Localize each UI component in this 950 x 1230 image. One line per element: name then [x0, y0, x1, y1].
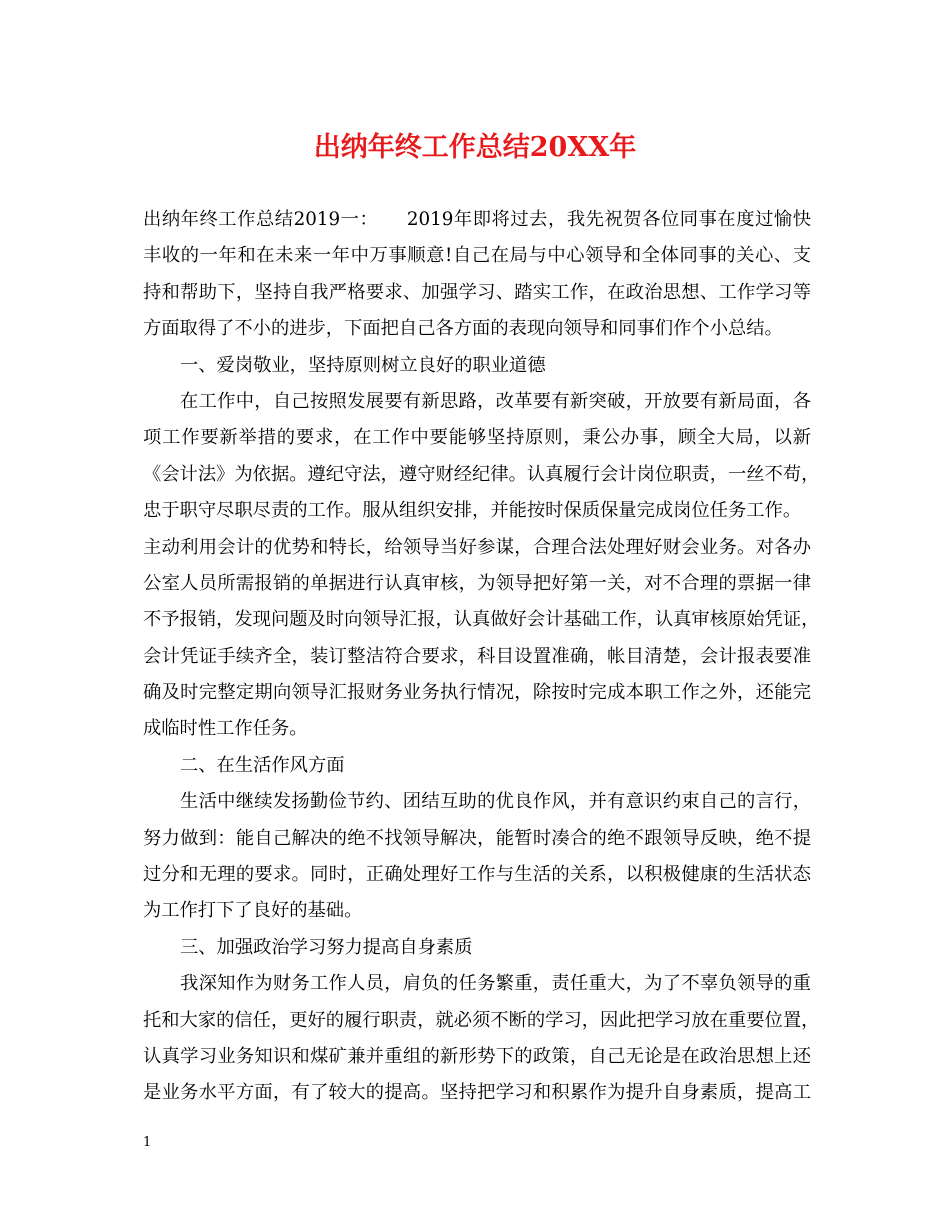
- paragraph-line: 公室人员所需报销的单据进行认真审核，为领导把好第一关，对不合理的票据一律: [143, 572, 811, 594]
- paragraph-line: 确及时完整定期向领导汇报财务业务执行情况，除按时完成本职工作之外，还能完: [143, 682, 811, 704]
- paragraph-line: 不予报销，发现问题及时向领导汇报，认真做好会计基础工作，认真审核原始凭证，: [143, 609, 820, 631]
- paragraph-line: 托和大家的信任，更好的履行职责，就必须不断的学习，因此把学习放在重要位置，: [143, 1009, 820, 1031]
- section-heading: 一、爱岗敬业，坚持原则树立良好的职业道德: [180, 354, 546, 376]
- paragraph-line: 在工作中，自己按照发展要有新思路，改革要有新突破，开放要有新局面，各: [180, 390, 811, 412]
- paragraph-line: 《会计法》为依据。遵纪守法，遵守财经纪律。认真履行会计岗位职责，一丝不苟，: [143, 463, 820, 485]
- paragraph-line: 项工作要新举措的要求，在工作中要能够坚持原则，秉公办事，顾全大局，以新: [143, 427, 811, 449]
- paragraph-line: 持和帮助下，坚持自我严格要求、加强学习、踏实工作，在政治思想、工作学习等: [143, 281, 811, 303]
- paragraph-line: 生活中继续发扬勤俭节约、团结互助的优良作风，并有意识约束自己的言行，: [180, 791, 811, 813]
- document-body: [143, 202, 820, 1112]
- paragraph-line: 认真学习业务知识和煤矿兼并重组的新形势下的政策，自己无论是在政治思想上还: [143, 1045, 811, 1067]
- paragraph-line: 出纳年终工作总结2019一： 2019年即将过去，我先祝贺各位同事在度过愉快: [143, 209, 811, 230]
- paragraph-line: 成临时性工作任务。: [143, 718, 308, 740]
- paragraph-line: 方面取得了不小的进步，下面把自己各方面的表现向领导和同事们作个小总结。: [143, 318, 783, 340]
- paragraph-line: 为工作打下了良好的基础。: [143, 900, 363, 922]
- paragraph-line: 忠于职守尽职尽责的工作。服从组织安排，并能按时保质保量完成岗位任务工作。: [143, 500, 802, 522]
- paragraph-line: 是业务水平方面，有了较大的提高。坚持把学习和积累作为提升自身素质，提高工: [143, 1082, 811, 1104]
- paragraph-line: 我深知作为财务工作人员，肩负的任务繁重，责任重大，为了不辜负领导的重: [180, 973, 811, 995]
- section-heading: 二、在生活作风方面: [180, 754, 345, 776]
- document-title: 出纳年终工作总结20XX年: [313, 132, 637, 163]
- paragraph-line: 过分和无理的要求。同时，正确处理好工作与生活的关系，以积极健康的生活状态: [143, 864, 811, 886]
- section-heading: 三、加强政治学习努力提高自身素质: [180, 936, 473, 958]
- paragraph-line: 丰收的一年和在未来一年中万事顺意!自己在局与中心领导和全体同事的关心、支: [143, 245, 811, 267]
- paragraph-line: 会计凭证手续齐全，装订整洁符合要求，科目设置准确，帐目清楚，会计报表要准: [143, 645, 811, 667]
- page-number: 1: [143, 1135, 152, 1150]
- paragraph-line: 主动利用会计的优势和特长，给领导当好参谋，合理合法处理好财会业务。对各办: [143, 536, 811, 558]
- paragraph-line: 努力做到：能自己解决的绝不找领导解决，能暂时凑合的绝不跟领导反映，绝不提: [143, 827, 811, 849]
